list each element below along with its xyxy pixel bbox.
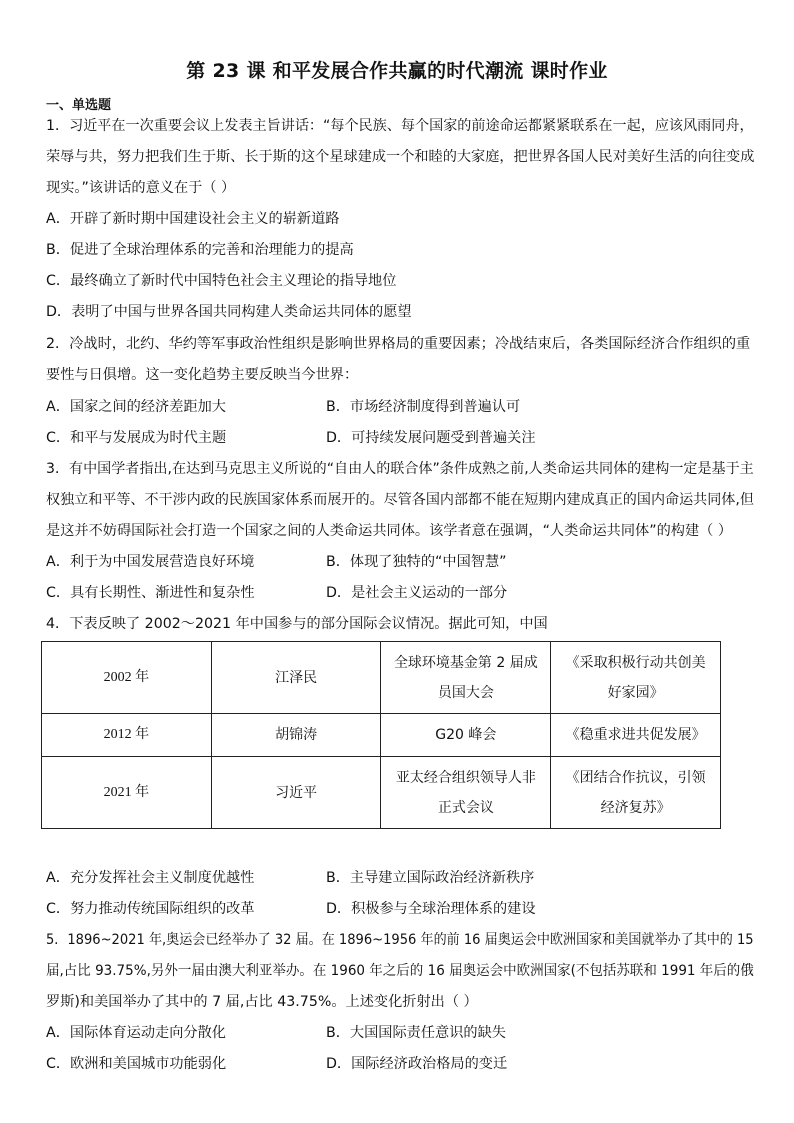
table-cell-meeting: G20 峰会 — [381, 714, 551, 757]
q3-stem-line-2: 权独立和平等、不干涉内政的民族国家体系而展开的。尽管各国内部都不能在短期内建成真正的国内命运共同体,但 — [46, 492, 754, 508]
q1-stem-line-1: 1．习近平在一次重要会议上发表主旨讲话：“每个民族、每个国家的前途命运都紧紧联系在一起，应该风雨同舟， — [46, 118, 754, 134]
q4-option-b: B．主导建立国际政治经济新秩序 — [326, 870, 535, 886]
table-row — [42, 642, 721, 714]
table-cell-leader: 江泽民 — [211, 642, 381, 714]
q2-stem-line-2: 要性与日俱增。这一变化趋势主要反映当今世界： — [46, 367, 359, 383]
q5-option-d: D．国际经济政治格局的变迁 — [326, 1056, 508, 1072]
q1-stem-line-3: 现实。”该讲话的意义在于（ ） — [46, 180, 236, 196]
q5-option-a: A．国际体育运动走向分散化 — [46, 1025, 226, 1041]
q4-option-d: D．积极参与全球治理体系的建设 — [326, 901, 536, 917]
page-title: 第 23 课 和平发展合作共赢的时代潮流 课时作业 — [186, 60, 608, 82]
q2-option-d: D．可持续发展问题受到普遍关注 — [326, 430, 536, 446]
table-cell-year: 2021 年 — [42, 757, 212, 829]
q3-option-c: C．具有长期性、渐进性和复杂性 — [46, 585, 255, 601]
table-cell-leader: 习近平 — [211, 757, 381, 829]
q1-option-c: C．最终确立了新时代中国特色社会主义理论的指导地位 — [46, 273, 397, 289]
table-cell-meeting: 亚太经合组织领导人非正式会议 — [381, 757, 551, 829]
q5-option-c: C．欧洲和美国城市功能弱化 — [46, 1056, 227, 1072]
q5-stem-line-1: 5．1896~2021 年,奥运会已经举办了 32 届。在 1896~1956 年的前 16 届奥运会中欧洲国家和美国就举办了其中的 15 — [46, 932, 754, 948]
table-cell-speech: 《团结合作抗议，引领经济复苏》 — [551, 757, 721, 829]
q5-stem-line-3: 罗斯)和美国举办了其中的 7 届,占比 43.75%。上述变化折射出（ ） — [46, 994, 478, 1010]
q1-option-a: A．开辟了新时期中国建设社会主义的崭新道路 — [46, 211, 340, 227]
q5-option-b: B．大国国际责任意识的缺失 — [326, 1025, 506, 1041]
q5-stem-line-2: 届,占比 93.75%,另外一届由澳大利亚举办。在 1960 年之后的 16 届奥运会中欧洲国家(不包括苏联和 1991 年后的俄 — [46, 963, 754, 979]
q2-option-b: B．市场经济制度得到普遍认可 — [326, 399, 521, 415]
q2-option-c: C．和平与发展成为时代主题 — [46, 430, 227, 446]
q3-option-b: B．体现了独特的“中国智慧” — [326, 554, 507, 570]
conference-table — [41, 641, 721, 829]
q1-option-b: B．促进了全球治理体系的完善和治理能力的提高 — [46, 242, 354, 258]
q3-stem-line-3: 是这并不妨碍国际社会打造一个国家之间的人类命运共同体。该学者意在强调，“人类命运共同体”的构建（ ） — [46, 523, 733, 539]
table-cell-year: 2002 年 — [42, 642, 212, 714]
table-cell-year: 2012 年 — [42, 714, 212, 757]
table-cell-speech: 《稳重求进共促发展》 — [551, 714, 721, 757]
q1-option-d: D．表明了中国与世界各国共同构建人类命运共同体的愿望 — [46, 304, 412, 320]
table-cell-speech: 《采取积极行动共创美好家园》 — [551, 642, 721, 714]
q2-option-a: A．国家之间的经济差距加大 — [46, 399, 226, 415]
table-cell-leader: 胡锦涛 — [211, 714, 381, 757]
q3-stem-line-1: 3．有中国学者指出,在达到马克思主义所说的“自由人的联合体”条件成熟之前,人类命运共同体的建构一定是基于主 — [46, 461, 754, 477]
q2-stem-line-1: 2．冷战时，北约、华约等军事政治性组织是影响世界格局的重要因素；冷战结束后，各类国际经济合作组织的重 — [46, 336, 751, 352]
table-cell-meeting: 全球环境基金第 2 届成员国大会 — [381, 642, 551, 714]
table-row — [42, 757, 721, 829]
q1-stem-line-2: 荣辱与共，努力把我们生于斯、长于斯的这个星球建成一个和睦的大家庭，把世界各国人民对美好生活的向往变成 — [46, 149, 755, 165]
section-heading: 一、单选题 — [46, 98, 112, 113]
table-row — [42, 714, 721, 757]
q3-option-a: A．利于为中国发展营造良好环境 — [46, 554, 255, 570]
q4-option-a: A．充分发挥社会主义制度优越性 — [46, 870, 255, 886]
q3-option-d: D．是社会主义运动的一部分 — [326, 585, 508, 601]
q4-stem: 4．下表反映了 2002～2021 年中国参与的部分国际会议情况。据此可知，中国 — [46, 616, 548, 632]
q4-option-c: C．努力推动传统国际组织的改革 — [46, 901, 255, 917]
